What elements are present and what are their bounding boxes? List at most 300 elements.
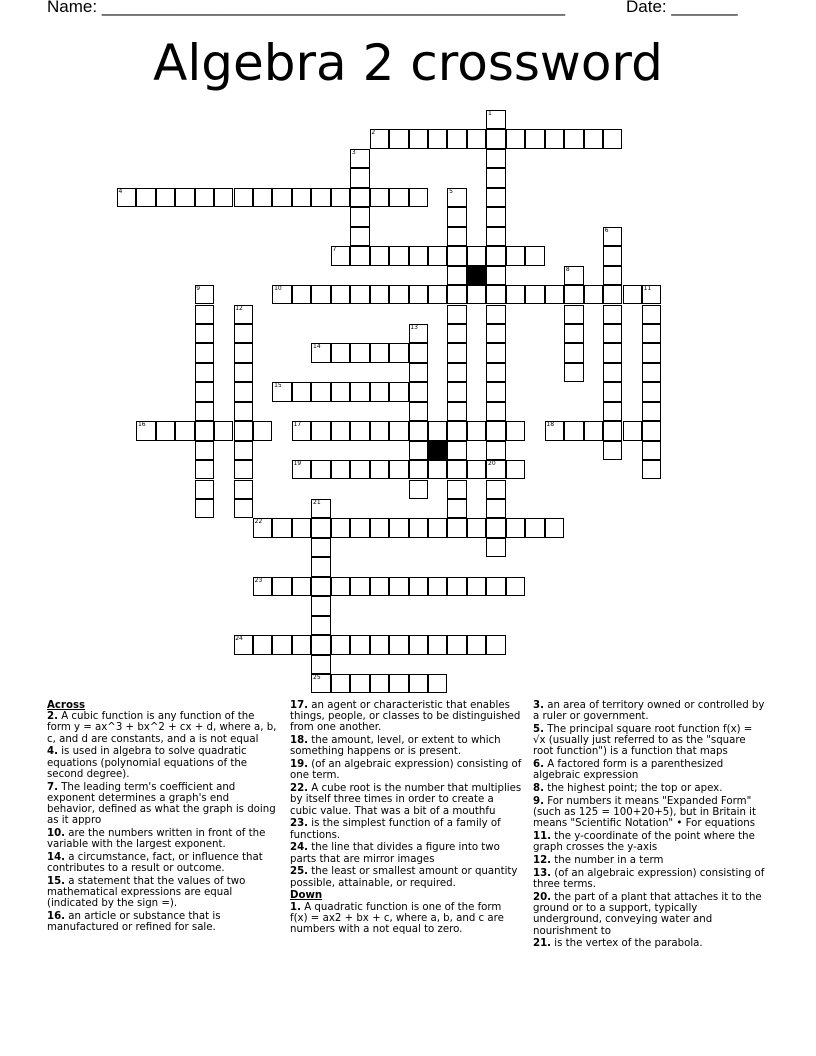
grid-cell[interactable]: [486, 129, 505, 148]
across-clue: [47, 852, 279, 874]
grid-cell[interactable]: [428, 129, 447, 148]
grid-cell[interactable]: [447, 402, 466, 421]
grid-cell[interactable]: [486, 207, 505, 226]
grid-cell[interactable]: [370, 518, 389, 537]
grid-cell[interactable]: [603, 441, 622, 460]
black-square: [467, 266, 486, 285]
grid-cell[interactable]: [331, 674, 350, 693]
grid-cell[interactable]: [292, 285, 311, 304]
grid-cell[interactable]: [350, 577, 369, 596]
grid-cell[interactable]: [486, 499, 505, 518]
grid-cell[interactable]: [486, 324, 505, 343]
grid-cell[interactable]: [214, 421, 233, 440]
grid-cell[interactable]: [350, 382, 369, 401]
grid-cell[interactable]: [447, 207, 466, 226]
grid-cell[interactable]: [311, 557, 330, 576]
clue-number: 14.: [47, 852, 66, 864]
grid-cell[interactable]: [195, 343, 214, 362]
grid-cell[interactable]: [234, 499, 253, 518]
grid-cell[interactable]: [350, 635, 369, 654]
clue-text: For numbers it means "Expanded Form" (such as 125 = 100+20+5), but in Britain it means "Scientific Notation" • For equations: [533, 796, 756, 830]
across-clue: [290, 866, 522, 888]
grid-cell[interactable]: [447, 577, 466, 596]
grid-cell[interactable]: [447, 324, 466, 343]
grid-cell[interactable]: [447, 266, 466, 285]
grid-cell[interactable]: [234, 343, 253, 362]
grid-cell[interactable]: [409, 246, 428, 265]
grid-cell[interactable]: [272, 518, 291, 537]
clue-text: The principal square root function f(x) = √x (usually just referred to as the "square root function") is a function that maps: [533, 724, 753, 758]
grid-cell[interactable]: [486, 518, 505, 537]
grid-cell[interactable]: [428, 518, 447, 537]
grid-cell[interactable]: [545, 285, 564, 304]
grid-cell[interactable]: [447, 363, 466, 382]
down-clue: [290, 902, 522, 936]
grid-cell[interactable]: [389, 129, 408, 148]
grid-cell[interactable]: [272, 635, 291, 654]
grid-cell[interactable]: [409, 674, 428, 693]
clue-number: 3.: [533, 700, 544, 711]
grid-cell[interactable]: [350, 168, 369, 187]
grid-cell[interactable]: [486, 227, 505, 246]
grid-cell[interactable]: [350, 285, 369, 304]
grid-cell[interactable]: [234, 402, 253, 421]
grid-cell[interactable]: [486, 538, 505, 557]
clue-number-label: 21: [313, 499, 321, 506]
grid-cell[interactable]: [603, 382, 622, 401]
grid-cell[interactable]: [195, 480, 214, 499]
grid-cell[interactable]: [311, 577, 330, 596]
grid-cell[interactable]: [506, 246, 525, 265]
grid-cell[interactable]: [195, 305, 214, 324]
grid-cell[interactable]: [467, 129, 486, 148]
grid-cell[interactable]: [234, 460, 253, 479]
grid-cell[interactable]: [584, 285, 603, 304]
grid-cell[interactable]: [603, 324, 622, 343]
grid-cell[interactable]: [389, 577, 408, 596]
clue-text: A quadratic function is one of the form f(x) = ax2 + bx + c, where a, b, and c are numbers with a not equal to zero.: [290, 901, 504, 936]
grid-cell[interactable]: [428, 460, 447, 479]
clue-number-label: 20: [488, 460, 496, 468]
grid-cell[interactable]: [292, 577, 311, 596]
grid-cell[interactable]: [603, 285, 622, 304]
grid-cell[interactable]: [214, 188, 233, 207]
grid-cell[interactable]: [506, 518, 525, 537]
down-clue: [533, 700, 765, 722]
grid-cell[interactable]: [486, 149, 505, 168]
grid-cell[interactable]: [525, 129, 544, 148]
grid-cell[interactable]: [370, 460, 389, 479]
grid-cell[interactable]: [545, 518, 564, 537]
clue-number-label: 5: [449, 187, 453, 195]
grid-cell[interactable]: [350, 421, 369, 440]
grid-cell[interactable]: [409, 343, 428, 362]
grid-cell[interactable]: [195, 460, 214, 479]
grid-cell[interactable]: [642, 343, 661, 362]
clue-number-label: 15: [274, 382, 282, 390]
grid-cell[interactable]: [292, 382, 311, 401]
grid-cell[interactable]: [525, 518, 544, 537]
clue-text: a circumstance, fact, or influence that contributes to a result or outcome.: [47, 852, 263, 875]
clue-text: is the vertex of the parabola.: [551, 938, 703, 950]
clue-text: is used in algebra to solve quadratic equations (polynomial equations of the second degree).: [47, 746, 248, 780]
date-field[interactable]: _______: [671, 0, 738, 16]
grid-cell[interactable]: [564, 421, 583, 440]
grid-cell[interactable]: [564, 343, 583, 362]
grid-cell[interactable]: [506, 577, 525, 596]
clue-text: A cubic function is any function of the form y = ax^3 + bx^2 + cx + d, where a, b, c, and d are constants, and a is not equal: [47, 711, 277, 745]
grid-cell[interactable]: [292, 518, 311, 537]
grid-cell[interactable]: [428, 674, 447, 693]
clue-number-label: 25: [313, 674, 321, 682]
grid-cell[interactable]: [311, 655, 330, 674]
grid-cell[interactable]: [603, 421, 622, 440]
clue-number: 12.: [533, 855, 552, 867]
grid-cell[interactable]: [642, 441, 661, 460]
down-clue: [533, 796, 765, 830]
grid-cell[interactable]: [234, 188, 253, 207]
grid-cell[interactable]: [292, 188, 311, 207]
clue-number: 7.: [47, 781, 58, 793]
clue-text: a statement that the values of two mathematical expressions are equal (indicated by the sign =).: [47, 876, 246, 910]
grid-cell[interactable]: [623, 421, 642, 440]
clue-number: 10.: [47, 828, 66, 840]
grid-cell[interactable]: [311, 421, 330, 440]
grid-cell[interactable]: [623, 285, 642, 304]
grid-cell[interactable]: [447, 129, 466, 148]
grid-cell[interactable]: [584, 129, 603, 148]
grid-cell[interactable]: [486, 168, 505, 187]
grid-cell[interactable]: [564, 129, 583, 148]
down-clue: [533, 938, 765, 949]
across-clue: [47, 746, 279, 780]
grid-cell[interactable]: [467, 460, 486, 479]
grid-cell[interactable]: [331, 382, 350, 401]
grid-cell[interactable]: [311, 635, 330, 654]
grid-cell[interactable]: [486, 188, 505, 207]
grid-cell[interactable]: [584, 421, 603, 440]
grid-cell[interactable]: [467, 518, 486, 537]
grid-cell[interactable]: [447, 480, 466, 499]
grid-cell[interactable]: [603, 246, 622, 265]
grid-cell[interactable]: [409, 285, 428, 304]
grid-cell[interactable]: [447, 421, 466, 440]
grid-cell[interactable]: [486, 363, 505, 382]
grid-cell[interactable]: [409, 635, 428, 654]
grid-cell[interactable]: [195, 188, 214, 207]
grid-cell[interactable]: [175, 188, 194, 207]
grid-cell[interactable]: [486, 246, 505, 265]
grid-cell[interactable]: [447, 246, 466, 265]
grid-cell[interactable]: [564, 285, 583, 304]
grid-cell[interactable]: [311, 596, 330, 615]
grid-cell[interactable]: [350, 227, 369, 246]
grid-cell[interactable]: [389, 421, 408, 440]
clue-number-label: 2: [371, 129, 376, 137]
grid-cell[interactable]: [603, 266, 622, 285]
grid-cell[interactable]: [195, 382, 214, 401]
grid-cell[interactable]: [331, 460, 350, 479]
grid-cell[interactable]: [370, 421, 389, 440]
grid-cell[interactable]: [370, 343, 389, 362]
grid-cell[interactable]: [564, 324, 583, 343]
grid-cell[interactable]: [389, 518, 408, 537]
grid-cell[interactable]: [370, 285, 389, 304]
grid-cell[interactable]: [447, 635, 466, 654]
grid-cell[interactable]: [447, 499, 466, 518]
clue-number-label: 23: [254, 576, 263, 584]
grid-cell[interactable]: [195, 363, 214, 382]
grid-cell[interactable]: [603, 402, 622, 421]
grid-cell[interactable]: [389, 460, 408, 479]
grid-cell[interactable]: [253, 421, 272, 440]
grid-cell[interactable]: [389, 188, 408, 207]
grid-cell[interactable]: [486, 266, 505, 285]
grid-cell[interactable]: [370, 635, 389, 654]
clue-text: the amount, level, or extent to which something happens or is present.: [290, 735, 501, 758]
grid-cell[interactable]: [409, 441, 428, 460]
grid-cell[interactable]: [428, 635, 447, 654]
clue-number-label: 19: [293, 460, 302, 468]
clues-column-2: [290, 700, 522, 937]
grid-cell[interactable]: [350, 246, 369, 265]
grid-cell[interactable]: [409, 480, 428, 499]
clue-number: 6.: [533, 759, 544, 771]
clue-text: is the simplest function of a family of functions.: [290, 818, 501, 841]
across-clue: [47, 876, 279, 910]
grid-cell[interactable]: [642, 382, 661, 401]
grid-cell[interactable]: [331, 635, 350, 654]
grid-cell[interactable]: [389, 285, 408, 304]
grid-cell[interactable]: [350, 207, 369, 226]
grid-cell[interactable]: [506, 285, 525, 304]
grid-cell[interactable]: [486, 285, 505, 304]
grid-cell[interactable]: [370, 674, 389, 693]
grid-cell[interactable]: [467, 246, 486, 265]
grid-cell[interactable]: [156, 188, 175, 207]
clue-number: 11.: [533, 831, 552, 843]
grid-cell[interactable]: [409, 577, 428, 596]
grid-cell[interactable]: [311, 285, 330, 304]
grid-cell[interactable]: [311, 616, 330, 635]
grid-cell[interactable]: [370, 382, 389, 401]
grid-cell[interactable]: [292, 635, 311, 654]
grid-cell[interactable]: [389, 674, 408, 693]
grid-cell[interactable]: [409, 188, 428, 207]
grid-cell[interactable]: [409, 129, 428, 148]
grid-cell[interactable]: [409, 402, 428, 421]
clue-text: the y-coordinate of the point where the graph crosses the y-axis: [533, 831, 755, 854]
grid-cell[interactable]: [195, 441, 214, 460]
clue-number: 2.: [47, 711, 58, 723]
grid-cell[interactable]: [389, 246, 408, 265]
clue-number: 16.: [47, 911, 66, 923]
grid-cell[interactable]: [136, 188, 155, 207]
grid-cell[interactable]: [234, 441, 253, 460]
clue-text: the line that divides a figure into two parts that are mirror images: [290, 842, 500, 865]
grid-cell[interactable]: [350, 674, 369, 693]
clue-number-label: 13: [410, 323, 418, 331]
down-clue: [533, 868, 765, 890]
grid-cell[interactable]: [331, 421, 350, 440]
across-clue: [47, 828, 279, 850]
grid-cell[interactable]: [642, 324, 661, 343]
grid-cell[interactable]: [389, 343, 408, 362]
grid-cell[interactable]: [486, 382, 505, 401]
grid-cell[interactable]: [467, 635, 486, 654]
grid-cell[interactable]: [467, 421, 486, 440]
down-clue: [533, 855, 765, 866]
grid-cell[interactable]: [506, 129, 525, 148]
grid-cell[interactable]: [253, 635, 272, 654]
grid-cell[interactable]: [311, 518, 330, 537]
grid-cell[interactable]: [642, 402, 661, 421]
grid-cell[interactable]: [370, 246, 389, 265]
grid-cell[interactable]: [272, 188, 291, 207]
grid-cell[interactable]: [486, 402, 505, 421]
grid-cell[interactable]: [409, 382, 428, 401]
grid-cell[interactable]: [447, 343, 466, 362]
grid-cell[interactable]: [311, 460, 330, 479]
grid-cell[interactable]: [331, 577, 350, 596]
grid-cell[interactable]: [447, 460, 466, 479]
grid-cell[interactable]: [234, 480, 253, 499]
grid-cell[interactable]: [467, 285, 486, 304]
clue-number: 4.: [47, 746, 58, 758]
clue-number: 21.: [533, 938, 552, 950]
clue-number-label: 11: [643, 285, 652, 293]
grid-cell[interactable]: [234, 363, 253, 382]
grid-cell[interactable]: [642, 460, 661, 479]
grid-cell[interactable]: [525, 285, 544, 304]
across-clue: [290, 818, 522, 840]
grid-cell[interactable]: [195, 499, 214, 518]
grid-cell[interactable]: [486, 635, 505, 654]
across-clue: [47, 782, 279, 827]
grid-cell[interactable]: [331, 343, 350, 362]
clue-number: 24.: [290, 842, 309, 854]
grid-cell[interactable]: [447, 227, 466, 246]
grid-cell[interactable]: [486, 577, 505, 596]
clue-number: 20.: [533, 892, 552, 903]
grid-cell[interactable]: [545, 129, 564, 148]
grid-cell[interactable]: [506, 421, 525, 440]
clue-number-label: 9: [196, 285, 201, 293]
down-heading: Down: [290, 890, 323, 902]
grid-cell[interactable]: [156, 421, 175, 440]
grid-cell[interactable]: [486, 480, 505, 499]
grid-cell[interactable]: [642, 363, 661, 382]
grid-cell[interactable]: [642, 421, 661, 440]
grid-cell[interactable]: [447, 305, 466, 324]
grid-cell[interactable]: [389, 635, 408, 654]
grid-cell[interactable]: [447, 441, 466, 460]
grid-cell[interactable]: [234, 382, 253, 401]
grid-cell[interactable]: [311, 188, 330, 207]
grid-cell[interactable]: [311, 382, 330, 401]
clue-number-label: 10: [274, 285, 282, 293]
grid-cell[interactable]: [428, 421, 447, 440]
grid-cell[interactable]: [467, 577, 486, 596]
grid-cell[interactable]: [486, 421, 505, 440]
grid-cell[interactable]: [272, 577, 291, 596]
down-clue: [533, 892, 765, 937]
grid-cell[interactable]: [311, 538, 330, 557]
grid-cell[interactable]: [447, 518, 466, 537]
grid-cell[interactable]: [642, 305, 661, 324]
grid-cell[interactable]: [525, 246, 544, 265]
clue-number-label: 6: [604, 226, 609, 234]
grid-cell[interactable]: [350, 460, 369, 479]
name-label: Name: _________________________________________________: [47, 0, 565, 17]
grid-cell[interactable]: [409, 460, 428, 479]
grid-cell[interactable]: [447, 382, 466, 401]
grid-cell[interactable]: [370, 188, 389, 207]
grid-cell[interactable]: [195, 402, 214, 421]
name-field[interactable]: _________________________________________________: [101, 0, 566, 16]
down-clue: [533, 783, 765, 794]
grid-cell[interactable]: [195, 324, 214, 343]
across-clue: [290, 735, 522, 757]
clue-text: A factored form is a parenthesized algebraic expression: [533, 759, 724, 782]
page-title: Algebra 2 crossword: [153, 34, 663, 92]
clue-number-label: 8: [565, 265, 570, 273]
clue-text: an agent or characteristic that enables things, people, or classes to be distinguished from one another.: [290, 700, 521, 734]
grid-cell[interactable]: [486, 305, 505, 324]
grid-cell[interactable]: [331, 285, 350, 304]
grid-cell[interactable]: [603, 343, 622, 362]
grid-cell[interactable]: [234, 324, 253, 343]
grid-cell[interactable]: [350, 518, 369, 537]
clue-number: 22.: [290, 783, 309, 795]
grid-cell[interactable]: [447, 285, 466, 304]
grid-cell[interactable]: [370, 577, 389, 596]
grid-cell[interactable]: [409, 363, 428, 382]
grid-cell[interactable]: [603, 129, 622, 148]
grid-cell[interactable]: [428, 577, 447, 596]
grid-cell[interactable]: [428, 246, 447, 265]
grid-cell[interactable]: [564, 363, 583, 382]
grid-cell[interactable]: [486, 441, 505, 460]
grid-cell[interactable]: [389, 382, 408, 401]
clue-text: the highest point; the top or apex.: [543, 783, 723, 795]
clue-number: 23.: [290, 818, 309, 830]
clue-number-label: 16: [137, 421, 146, 429]
clue-number-label: 14: [313, 343, 321, 351]
grid-cell[interactable]: [331, 188, 350, 207]
grid-cell[interactable]: [253, 188, 272, 207]
grid-cell[interactable]: [350, 343, 369, 362]
across-clue: [47, 911, 279, 933]
grid-cell[interactable]: [195, 421, 214, 440]
grid-cell[interactable]: [603, 363, 622, 382]
grid-cell[interactable]: [486, 343, 505, 362]
grid-cell[interactable]: [234, 421, 253, 440]
grid-cell[interactable]: [603, 305, 622, 324]
grid-cell[interactable]: [506, 460, 525, 479]
grid-cell[interactable]: [564, 305, 583, 324]
clue-number: 18.: [290, 735, 309, 747]
grid-cell[interactable]: [331, 518, 350, 537]
grid-cell[interactable]: [428, 285, 447, 304]
grid-cell[interactable]: [409, 518, 428, 537]
grid-cell[interactable]: [409, 421, 428, 440]
grid-cell[interactable]: [350, 188, 369, 207]
grid-cell[interactable]: [175, 421, 194, 440]
clue-number-label: 18: [546, 421, 555, 429]
down-clue: [533, 759, 765, 781]
across-heading: Across: [47, 700, 86, 711]
